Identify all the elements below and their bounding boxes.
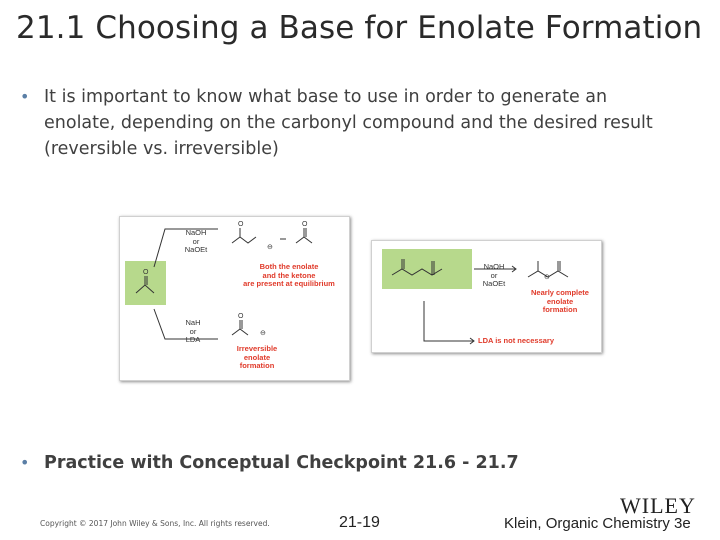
reagent-naoh: NaOH — [483, 262, 505, 271]
enolate-top — [232, 237, 256, 243]
reagent-or: or — [192, 236, 200, 246]
caption-line: Irreversible — [236, 344, 278, 353]
caption-line: formation — [542, 305, 578, 314]
caption-nearly-complete — [522, 289, 598, 315]
page-number: 21-19 — [339, 514, 380, 531]
figure-reversible-vs-irreversible — [119, 216, 350, 381]
reagent-lda: LDA — [185, 335, 201, 344]
svg-text:O: O — [143, 269, 149, 276]
svg-text:O: O — [238, 313, 244, 320]
wiley-logo: WILEY — [620, 493, 696, 518]
reagent-naoet: NaOEt — [184, 245, 208, 254]
reagent-top — [180, 229, 212, 255]
slide-title: 21.1 Choosing a Base for Enolate Formation — [16, 10, 703, 46]
caption-line: are present at equilibrium — [243, 279, 335, 288]
bullet-text-2: Practice with Conceptual Checkpoint 21.6 - 21.7 — [44, 453, 519, 473]
reagent-right — [478, 263, 510, 289]
reagent-naoet: NaOEt — [482, 279, 506, 288]
svg-text:⊖: ⊖ — [260, 330, 266, 337]
svg-text:⊖: ⊖ — [544, 274, 550, 281]
svg-text:O: O — [302, 221, 308, 228]
enolate-bottom — [232, 329, 248, 335]
reagent-bottom — [180, 319, 206, 345]
caption-line: formation — [239, 361, 275, 370]
bullet-marker: • — [20, 87, 30, 106]
caption-line: Both the enolate — [259, 262, 319, 271]
figure-beta-diketone — [371, 240, 602, 353]
ketone-structure — [136, 285, 154, 293]
caption-line: Nearly complete — [531, 288, 589, 297]
caption-irreversible — [228, 345, 286, 371]
caption-lda-not-necessary: LDA is not necessary — [478, 336, 554, 345]
caption-line: enolate — [243, 352, 271, 362]
caption-line: and the ketone — [262, 270, 316, 280]
citation: Klein, Organic Chemistry 3e — [504, 515, 691, 532]
caption-equilibrium — [230, 263, 348, 289]
arrow-lda — [424, 301, 474, 341]
reagent-naoh: NaOH — [185, 228, 207, 237]
svg-text:O: O — [238, 221, 244, 228]
bullet-text-1: It is important to know what base to use in order to generate an enolate, depending on the carbonyl compound and the desired result (reversible vs. irreversible) — [44, 87, 653, 159]
bullet-marker: • — [20, 453, 30, 472]
ketone-top — [296, 237, 312, 243]
reagent-or: or — [189, 326, 197, 336]
reagent-or: or — [490, 270, 498, 280]
caption-line: enolate — [546, 296, 574, 306]
copyright-notice: Copyright © 2017 John Wiley & Sons, Inc. All rights reserved. — [40, 519, 270, 528]
svg-text:⊖: ⊖ — [267, 244, 273, 251]
reagent-nah: NaH — [185, 318, 201, 327]
